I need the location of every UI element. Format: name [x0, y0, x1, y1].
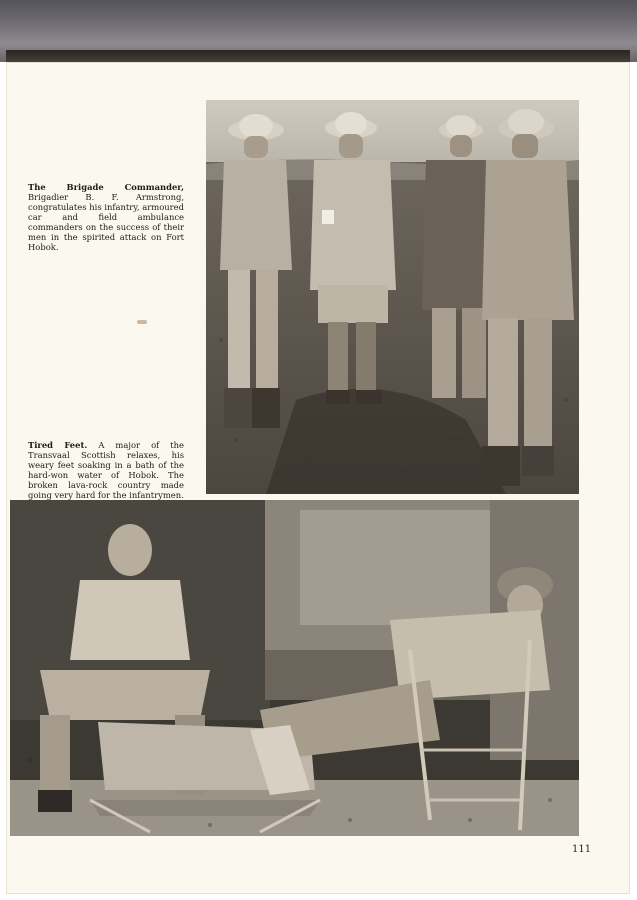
ink-spot — [137, 320, 147, 324]
photo-tired-feet — [10, 500, 579, 836]
caption-tired-feet — [28, 440, 184, 500]
caption-tired-feet-body: A major of the Transvaal Scottish relaxes, his weary feet soaking in a bath of the hard-won water of Hobok. The broken lava-rock country made going very hard for the infantrymen. — [28, 440, 184, 500]
caption-tired-feet-title: Tired Feet. — [28, 440, 88, 450]
page-number: 111 — [572, 844, 592, 855]
photo-brigade-commander-image — [206, 100, 579, 494]
caption-brigade-body: Brigadier B. F. Armstrong, congratulates his infantry, armoured car and field ambulance commanders on the success of their men in the spirited attack on Fort Hobok. — [28, 192, 184, 252]
photo-brigade-commander — [206, 100, 579, 494]
caption-brigade-title: The Brigade Commander, — [28, 182, 184, 192]
caption-brigade-commander — [28, 182, 184, 252]
photo-tired-feet-image — [10, 500, 579, 836]
book-page — [6, 62, 630, 894]
